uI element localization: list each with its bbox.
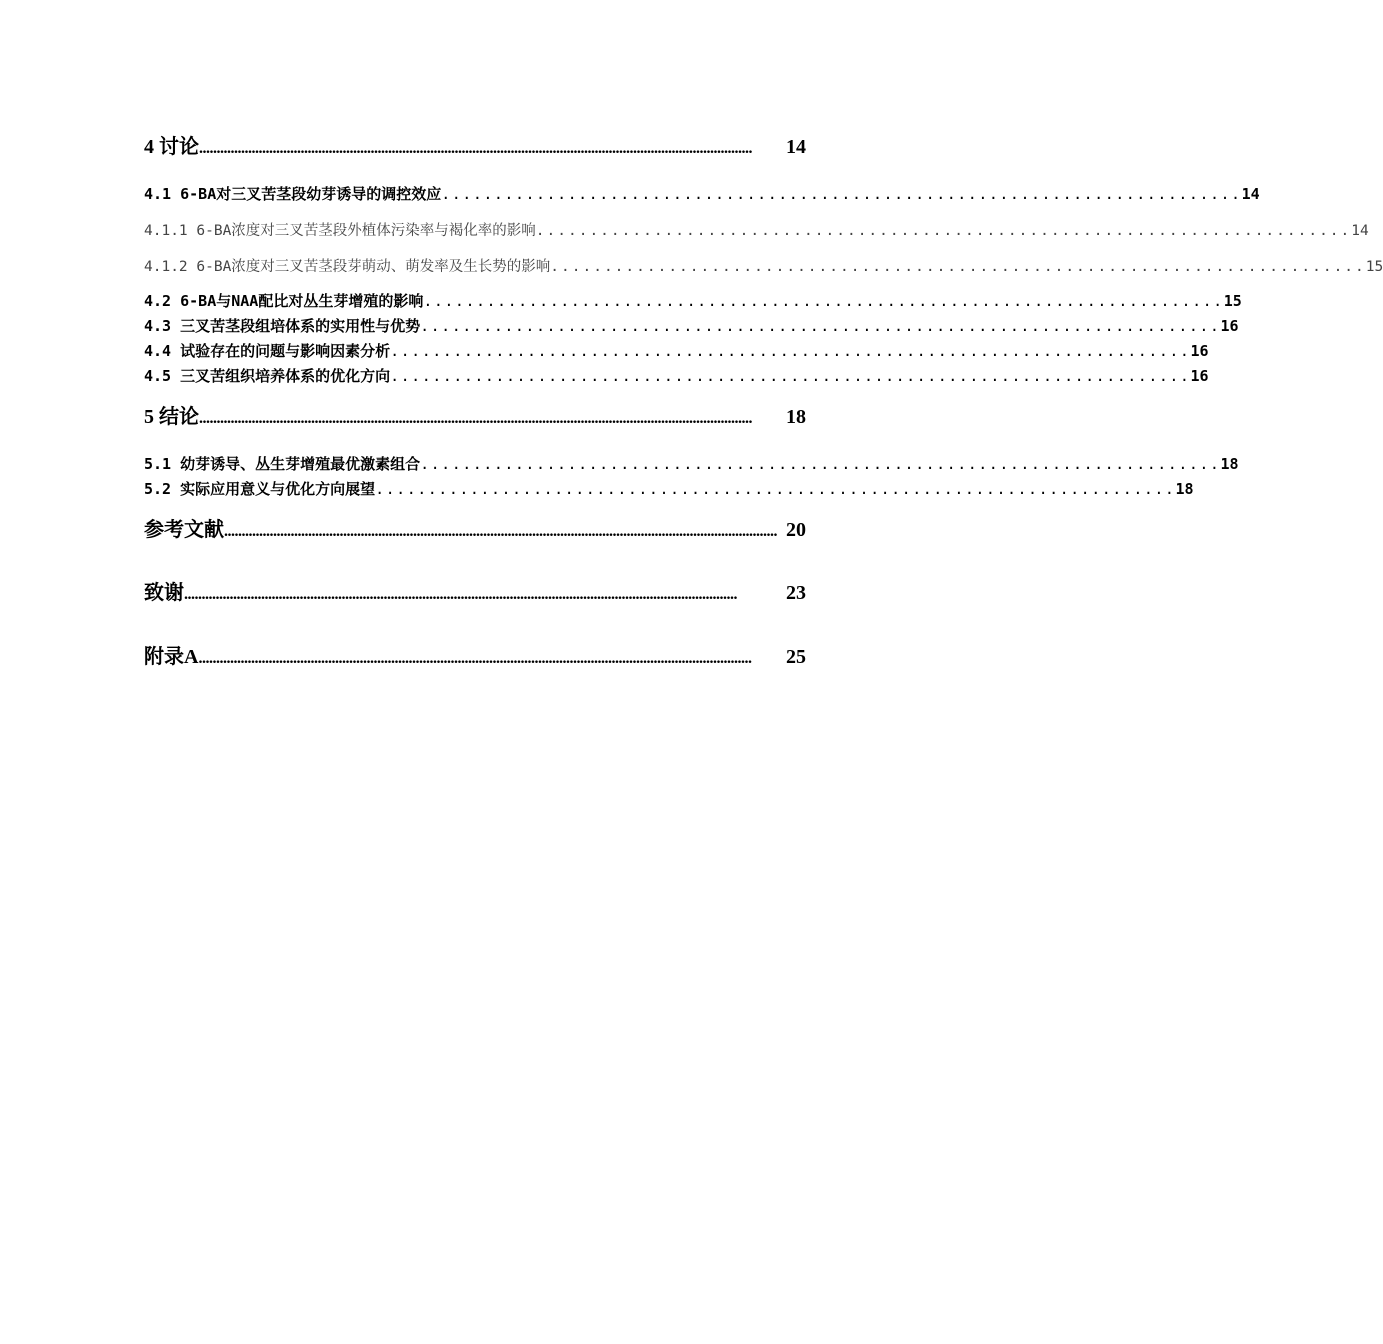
toc-entry-title: 4.1.2 6-BA浓度对三叉苦茎段芽萌动、萌发率及生长势的影响	[144, 259, 551, 275]
toc-leader: ............................................................................	[420, 317, 1221, 335]
toc-entry-page: 14	[1351, 223, 1369, 239]
toc-entry-title: 4.3 三叉苦茎段组培体系的实用性与优势	[144, 317, 421, 335]
toc-entry-page: 15	[1365, 259, 1383, 275]
toc-entry[interactable]	[144, 290, 1242, 311]
toc-leader: ............................................................................	[390, 342, 1191, 360]
toc-entry-title: 4.1.1 6-BA浓度对三叉苦茎段外植体污染率与褐化率的影响	[144, 223, 536, 239]
toc-entry[interactable]	[144, 219, 1369, 240]
toc-leader: ............................................................................	[441, 185, 1242, 203]
toc-leader: ..............................................................................................................................................................	[224, 523, 777, 540]
toc-entry[interactable]	[144, 400, 806, 429]
toc-entry[interactable]	[144, 365, 1209, 386]
toc-entry-title: 参考文献	[144, 519, 224, 541]
toc-leader: ..............................................................................................................................................................	[184, 586, 737, 603]
toc-entry-title: 4.5 三叉苦组织培养体系的优化方向	[144, 367, 391, 385]
toc-entry-title: 5 结论	[144, 406, 199, 428]
toc-entry[interactable]	[144, 130, 806, 159]
toc-entry[interactable]	[144, 315, 1239, 336]
toc-entry[interactable]	[144, 183, 1260, 204]
toc-entry-page: 23	[786, 582, 806, 604]
toc-entry-page: 18	[786, 406, 806, 428]
toc-entry-title: 附录A	[144, 646, 199, 668]
toc-leader: ............................................................................	[550, 259, 1366, 275]
toc-leader: ............................................................................	[390, 367, 1191, 385]
toc-entry-page: 20	[786, 519, 806, 541]
toc-leader: ..............................................................................................................................................................	[199, 410, 752, 427]
toc-leader: ..............................................................................................................................................................	[198, 650, 752, 667]
toc-entry[interactable]	[144, 640, 806, 669]
toc-entry[interactable]	[144, 453, 1239, 474]
toc-entry[interactable]	[144, 478, 1194, 499]
toc-leader: ............................................................................	[375, 480, 1176, 498]
toc-entry[interactable]	[144, 255, 1383, 276]
toc-entry-page: 16	[1220, 317, 1239, 335]
toc-entry-title: 4.1 6-BA对三叉苦茎段幼芽诱导的调控效应	[144, 185, 442, 203]
toc-entry[interactable]	[144, 576, 806, 605]
toc-entry-title: 4 讨论	[144, 136, 199, 158]
toc-entry-title: 4.4 试验存在的问题与影响因素分析	[144, 342, 391, 360]
toc-entry-page: 16	[1190, 367, 1209, 385]
toc-entry[interactable]	[144, 340, 1209, 361]
toc-leader: ............................................................................	[420, 455, 1221, 473]
toc-entry-title: 5.2 实际应用意义与优化方向展望	[144, 480, 376, 498]
toc-entry-title: 4.2 6-BA与NAA配比对丛生芽增殖的影响	[144, 292, 424, 310]
toc-entry-title: 5.1 幼芽诱导、丛生芽增殖最优激素组合	[144, 455, 421, 473]
toc-leader: ............................................................................	[423, 292, 1224, 310]
toc-entry-page: 16	[1190, 342, 1209, 360]
toc-entry-page: 18	[1175, 480, 1194, 498]
toc-entry-page: 18	[1220, 455, 1239, 473]
toc-leader: ..............................................................................................................................................................	[199, 140, 752, 157]
toc-entry-title: 致谢	[144, 582, 184, 604]
toc-entry[interactable]	[144, 513, 806, 542]
toc-entry-page: 25	[786, 646, 806, 668]
toc-leader: ............................................................................	[535, 223, 1352, 239]
toc-entry-page: 14	[1241, 185, 1260, 203]
toc-entry-page: 14	[786, 136, 806, 158]
toc-entry-page: 15	[1223, 292, 1242, 310]
